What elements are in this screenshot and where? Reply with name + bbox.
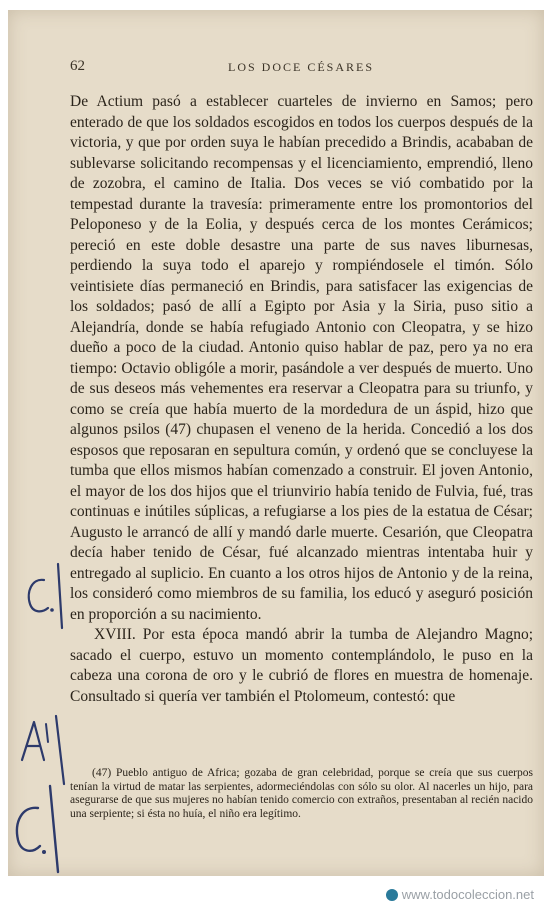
body-text: [70, 92, 533, 707]
page-number: 62: [70, 58, 85, 74]
handwritten-margin-mark: [12, 708, 72, 788]
book-page: [8, 10, 544, 876]
todocoleccion-logo-icon: [386, 889, 398, 901]
watermark-text: www.todocoleccion.net: [401, 887, 534, 902]
handwritten-margin-mark: [8, 782, 72, 878]
site-watermark: [386, 887, 534, 902]
footnote-text: (47) Pueblo antiguo de Africa; gozaba de gran celebridad, porque se creía que sus cuerpos tenían la virtud de matar las serpientes, adormeciéndolas con sólo su olor. Al nacerles un hijo, para asegurarse de que sus mujeres no habían tenido comercio con extraños, presentaban al recién nacido una serpiente; si ésta no huía, el niño era legítimo.: [70, 767, 533, 820]
footnote: [70, 767, 533, 821]
page-header: [8, 58, 544, 80]
handwritten-margin-mark: [18, 558, 72, 638]
running-title: LOS DOCE CÉSARES: [228, 60, 375, 74]
paragraph: XVIII. Por esta época mandó abrir la tumba de Alejandro Magno; sacado el cuerpo, estuvo un momento contemplándolo, le puso en la cabeza una corona de oro y le cubrió de flores en muestra de homenaje. Consultado si quería ver también el Ptolomeum, contestó: que: [70, 626, 533, 705]
paragraph: De Actium pasó a establecer cuarteles de invierno en Samos; pero enterado de que los soldados escogidos en todos los cuerpos después de la victoria, y que por orden suya le habían precedido a Brindis, acababan de sublevarse solicitando recompensas y el licenciamiento, emprendió, lleno de zozobra, el camino de Italia. Dos veces se vió combatido por la tempestad durante la travesía: primeramente entre los promontorios del Peloponeso y de la Eolia, y después cerca de los montes Cerámicos; pereció en este doble desastre una parte de sus naves liburnesas, perdiendo la suya todo el aparejo y rompiéndosele el timón. Sólo veintisiete días permaneció en Brindis, para satisfacer las exigencias de los soldados; pasó de allí a Egipto por Asia y la Siria, puso sitio a Alejandría, donde se había refugiado Antonio con Cleopatra, y se hizo dueño a poco de la ciudad. Antonio quiso hablar de paz, pero ya no era tiempo: Octavio obligóle a morir, pasándole a ver después de muerto. Uno de sus deseos más vehementes era reservar a Cleopatra para su triunfo, y como se creía que había muerto de la mordedura de un áspid, hizo que algunos psilos (47) chupasen el veneno de la herida. Concedió a los dos esposos que reposaran en sepultura común, y ordenó que se concluyese la tumba que ellos mismos habían comenzado a construir. El joven Antonio, el mayor de los dos hijos que el triunvirio había tenido de Fulvia, fué, tras continuas e inútiles súplicas, a refugiarse a los pies de la estatua de César; Augusto le arrancó de allí y mandó darle muerte. Cesarión, que Cleopatra decía haber tenido de César, fué alcanzado mientras intentaba huir y entregado al suplicio. En cuanto a los otros hijos de Antonio y de la reina, los consideró como miembros de su familia, los educó y aseguró posición en proporción a su nacimiento.: [70, 93, 533, 623]
